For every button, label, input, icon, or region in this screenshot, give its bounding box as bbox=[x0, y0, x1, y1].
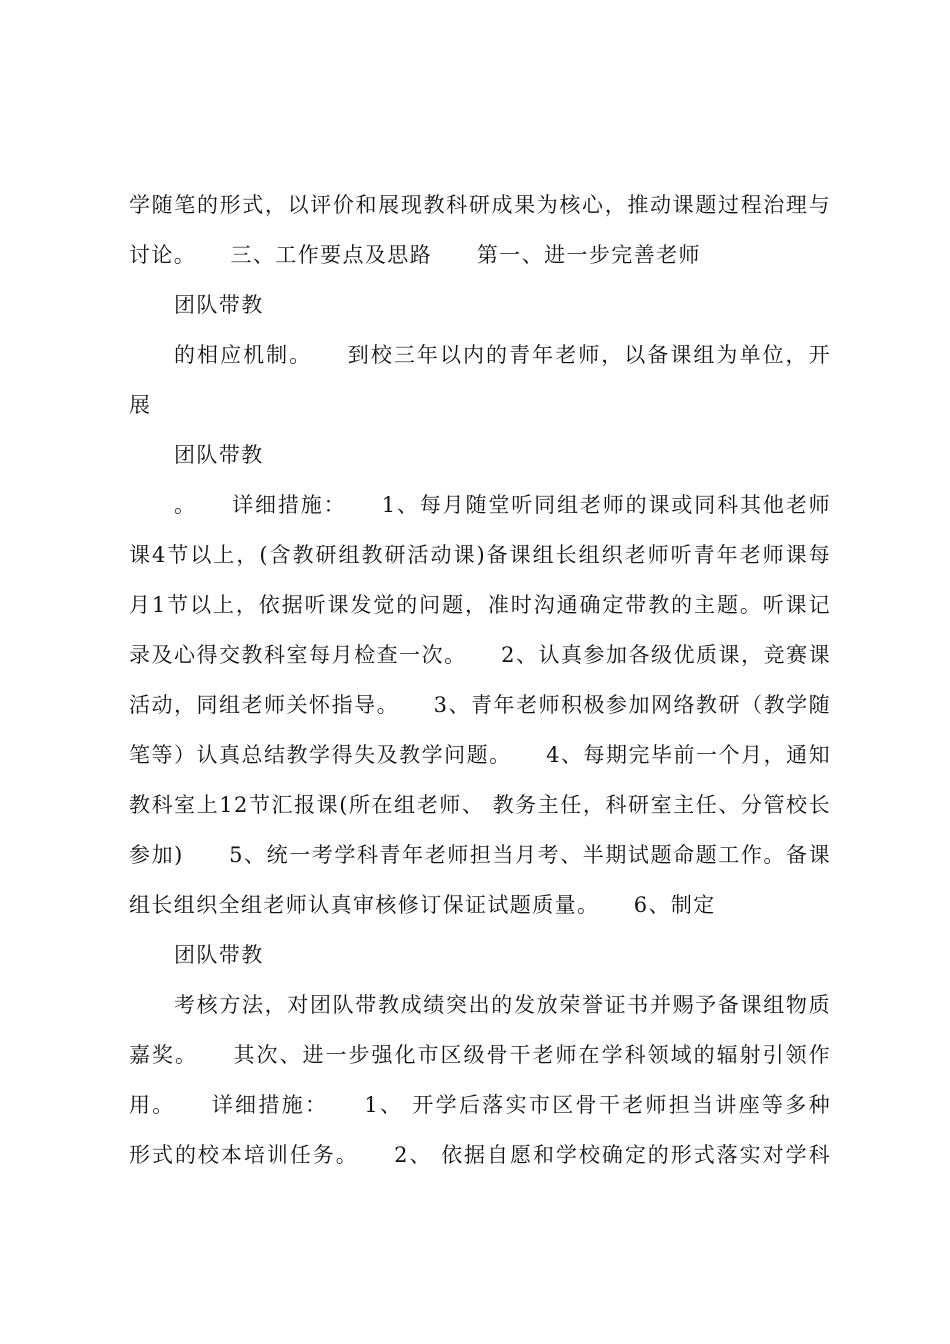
text-line: 笔等）认真总结教学得失及教学问题。 4、每期完毕前一个月，通知 bbox=[129, 743, 831, 767]
text-line: 的相应机制。 到校三年以内的青年老师，以备课组为单位，开 bbox=[174, 343, 831, 367]
text-line: 录及心得交教科室每月检查一次。 2、认真参加各级优质课，竞赛课 bbox=[129, 643, 831, 667]
text-line: 参加) 5、统一考学科青年老师担当月考、半期试题命题工作。备课 bbox=[129, 843, 831, 867]
text-line: 团队带教 bbox=[174, 943, 264, 967]
text-line: 团队带教 bbox=[174, 293, 264, 317]
text-line: 嘉奖。 其次、进一步强化市区级骨干老师在学科领域的辐射引领作 bbox=[129, 1043, 831, 1067]
text-line: 月1节以上，依据听课发觉的问题，准时沟通确定带教的主题。听课记 bbox=[129, 593, 831, 617]
text-line: 组长组织全组老师认真审核修订保证试题质量。 6、制定 bbox=[129, 893, 716, 917]
text-line: 教科室上12节汇报课(所在组老师、 教务主任，科研室主任、分管校长 bbox=[129, 793, 831, 817]
text-line: 团队带教 bbox=[174, 443, 264, 467]
text-line: 。 详细措施： 1、每月随堂听同组老师的课或同科其他老师 bbox=[174, 493, 831, 517]
text-line: 展 bbox=[129, 393, 152, 417]
text-line: 讨论。 三、工作要点及思路 第一、进一步完善老师 bbox=[129, 243, 701, 267]
text-line: 形式的校本培训任务。 2、 依据自愿和学校确定的形式落实对学科 bbox=[129, 1143, 831, 1167]
text-line: 课4节以上，(含教研组教研活动课)备课组长组织老师听青年老师课每 bbox=[129, 543, 831, 567]
text-line: 学随笔的形式，以评价和展现教科研成果为核心，推动课题过程治理与 bbox=[129, 193, 831, 217]
text-line: 用。 详细措施： 1、 开学后落实市区骨干老师担当讲座等多种 bbox=[129, 1093, 831, 1117]
text-line: 活动，同组老师关怀指导。 3、青年老师积极参加网络教研（教学随 bbox=[129, 693, 831, 717]
text-line: 考核方法，对团队带教成绩突出的发放荣誉证书并赐予备课组物质 bbox=[174, 993, 831, 1017]
